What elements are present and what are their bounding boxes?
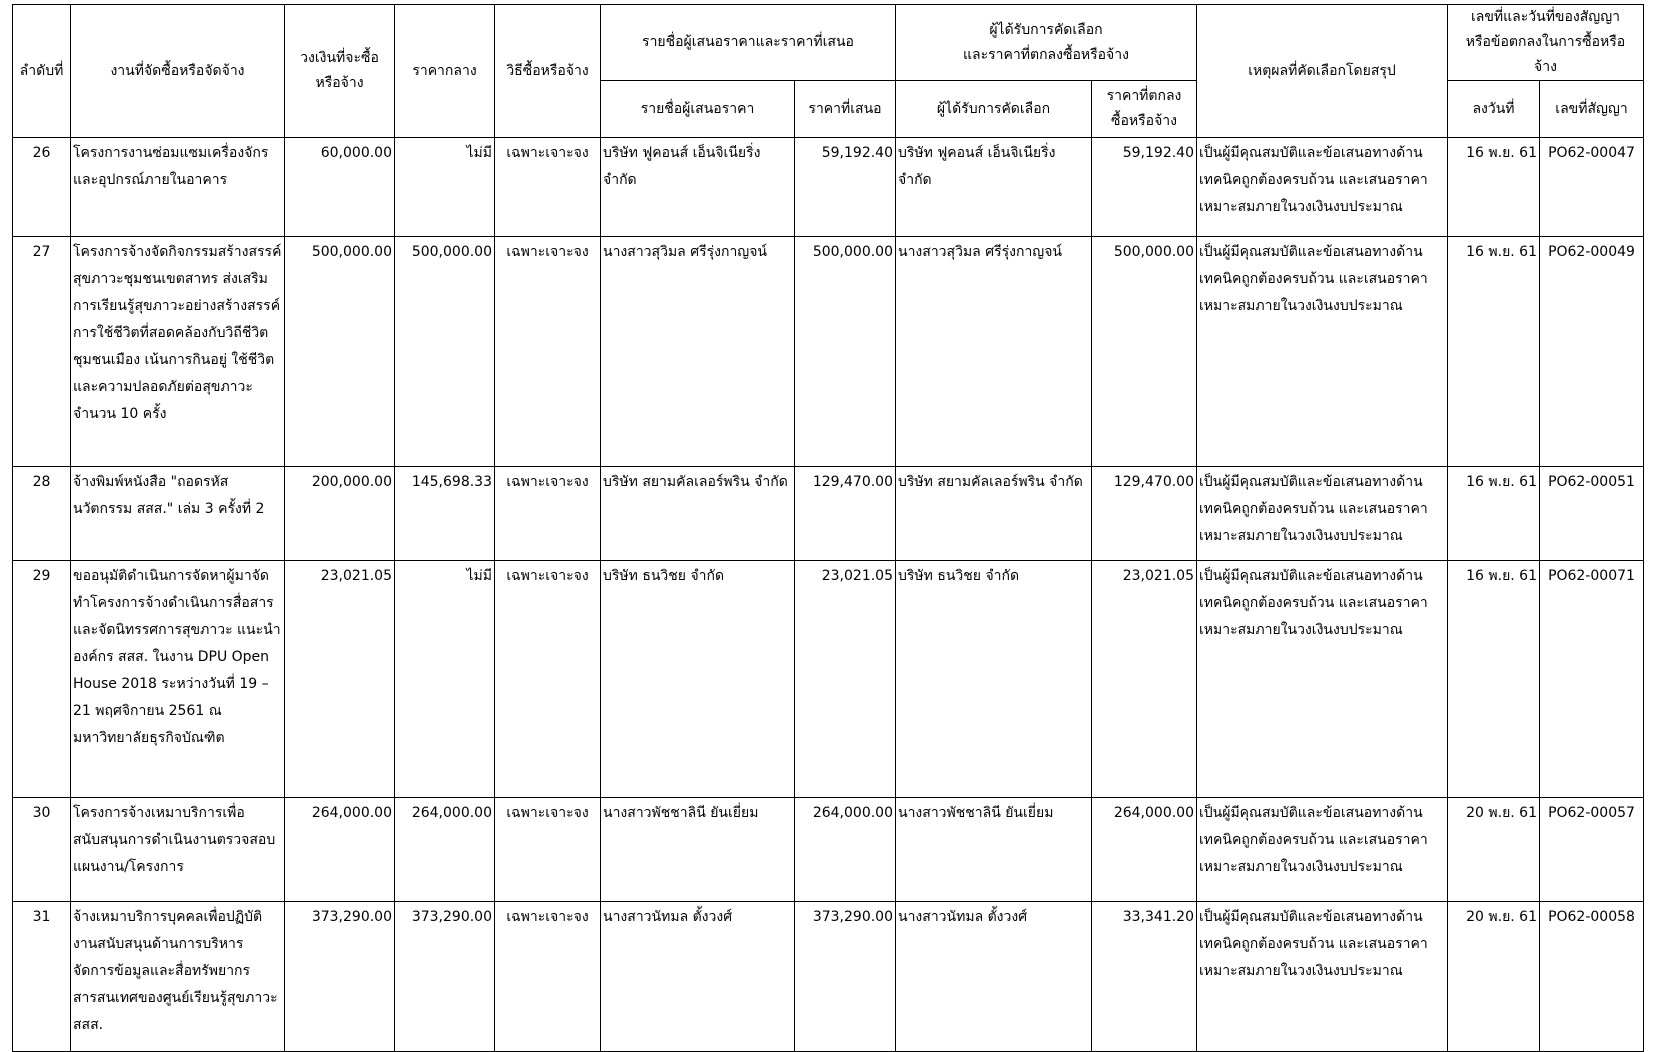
cell-bidder: บริษัท สยามคัลเลอร์พริน จำกัด	[601, 467, 795, 561]
cell-no: 26	[13, 138, 71, 237]
cell-selected: บริษัท สยามคัลเลอร์พริน จำกัด	[896, 467, 1092, 561]
cell-reason: เป็นผู้มีคุณสมบัติและข้อเสนอทางด้านเทคนิคถูกต้องครบถ้วน และเสนอราคาเหมาะสมภายในวงเงินงบประมาณ	[1197, 561, 1448, 798]
header-contract-group: เลขที่และวันที่ของสัญญาหรือข้อตกลงในการซื้อหรือจ้าง	[1448, 5, 1644, 81]
table-row	[13, 467, 1644, 561]
table-row	[13, 902, 1644, 1052]
cell-contract-no: PO62-00049	[1540, 237, 1644, 467]
table-body	[13, 138, 1644, 1052]
table-header	[13, 5, 1644, 138]
cell-no: 31	[13, 902, 71, 1052]
cell-work: จ้างเหมาบริการบุคคลเพื่อปฏิบัติงานสนับสนุนด้านการบริหารจัดการข้อมูลและสื่อทรัพยากรสารสนเทศของศูนย์เรียนรู้สุขภาวะ สสส.	[71, 902, 285, 1052]
cell-method: เฉพาะเจาะจง	[495, 561, 601, 798]
header-selected-group	[896, 5, 1197, 81]
cell-no: 30	[13, 798, 71, 902]
cell-agreed-price: 59,192.40	[1092, 138, 1197, 237]
table-row	[13, 798, 1644, 902]
header-bid-price: ราคาที่เสนอ	[795, 81, 896, 138]
header-selected-group-line2: และราคาที่ตกลงซื้อหรือจ้าง	[963, 46, 1129, 63]
header-budget: วงเงินที่จะซื้อหรือจ้าง	[285, 5, 395, 138]
header-agreed-price: ราคาที่ตกลงซื้อหรือจ้าง	[1092, 81, 1197, 138]
header-selected-group-line1: ผู้ได้รับการคัดเลือก	[989, 21, 1103, 38]
header-contract-no: เลขที่สัญญา	[1540, 81, 1644, 138]
header-bidder-names: รายชื่อผู้เสนอราคา	[601, 81, 795, 138]
cell-date: 16 พ.ย. 61	[1448, 237, 1540, 467]
cell-budget: 200,000.00	[285, 467, 395, 561]
cell-work: ขออนุมัติดำเนินการจัดหาผู้มาจัดทำโครงการจ้างดำเนินการสื่อสารและจัดนิทรรศการสุขภาวะ แนะนำองค์กร สสส. ในงาน DPU Open House 2018 ระหว่างวันที่ 19 – 21 พฤศจิกายน 2561 ณ มหาวิทยาลัยธุรกิจบัณฑิต	[71, 561, 285, 798]
cell-method: เฉพาะเจาะจง	[495, 467, 601, 561]
cell-contract-no: PO62-00057	[1540, 798, 1644, 902]
procurement-table	[12, 4, 1644, 1052]
cell-median-price: 373,290.00	[395, 902, 495, 1052]
cell-bid-price: 373,290.00	[795, 902, 896, 1052]
cell-budget: 373,290.00	[285, 902, 395, 1052]
cell-agreed-price: 264,000.00	[1092, 798, 1197, 902]
cell-method: เฉพาะเจาะจง	[495, 902, 601, 1052]
cell-selected: นางสาวนัทมล ตั้งวงศ์	[896, 902, 1092, 1052]
cell-work: โครงการจ้างจัดกิจกรรมสร้างสรรค์สุขภาวะชุมชนเขตสาทร ส่งเสริมการเรียนรู้สุขภาวะอย่างสร้างสรรค์ การใช้ชีวิตที่สอดคล้องกับวิถีชีวิตชุมชนเมือง เน้นการกินอยู่ ใช้ชีวิต และความปลอดภัยต่อสุขภาวะ จำนวน 10 ครั้ง	[71, 237, 285, 467]
cell-budget: 500,000.00	[285, 237, 395, 467]
cell-budget: 60,000.00	[285, 138, 395, 237]
cell-selected: นางสาวสุวิมล ศรีรุ่งกาญจน์	[896, 237, 1092, 467]
cell-method: เฉพาะเจาะจง	[495, 798, 601, 902]
header-selected-name: ผู้ได้รับการคัดเลือก	[896, 81, 1092, 138]
header-no: ลำดับที่	[13, 5, 71, 138]
cell-bidder: นางสาวนัทมล ตั้งวงศ์	[601, 902, 795, 1052]
cell-date: 20 พ.ย. 61	[1448, 902, 1540, 1052]
cell-bidder: นางสาวสุวิมล ศรีรุ่งกาญจน์	[601, 237, 795, 467]
cell-budget: 264,000.00	[285, 798, 395, 902]
cell-bid-price: 59,192.40	[795, 138, 896, 237]
header-contract-date: ลงวันที่	[1448, 81, 1540, 138]
cell-agreed-price: 500,000.00	[1092, 237, 1197, 467]
table-row	[13, 138, 1644, 237]
cell-bid-price: 500,000.00	[795, 237, 896, 467]
cell-date: 16 พ.ย. 61	[1448, 561, 1540, 798]
header-reason: เหตุผลที่คัดเลือกโดยสรุป	[1197, 5, 1448, 138]
cell-contract-no: PO62-00071	[1540, 561, 1644, 798]
cell-bid-price: 23,021.05	[795, 561, 896, 798]
cell-agreed-price: 129,470.00	[1092, 467, 1197, 561]
cell-contract-no: PO62-00047	[1540, 138, 1644, 237]
cell-selected: บริษัท ธนวิชย จำกัด	[896, 561, 1092, 798]
header-method: วิธีซื้อหรือจ้าง	[495, 5, 601, 138]
cell-date: 16 พ.ย. 61	[1448, 138, 1540, 237]
cell-bid-price: 264,000.00	[795, 798, 896, 902]
cell-bidder: บริษัท ธนวิชย จำกัด	[601, 561, 795, 798]
cell-bid-price: 129,470.00	[795, 467, 896, 561]
cell-median-price: ไม่มี	[395, 561, 495, 798]
cell-agreed-price: 33,341.20	[1092, 902, 1197, 1052]
cell-median-price: 500,000.00	[395, 237, 495, 467]
cell-contract-no: PO62-00058	[1540, 902, 1644, 1052]
cell-no: 27	[13, 237, 71, 467]
cell-method: เฉพาะเจาะจง	[495, 138, 601, 237]
cell-reason: เป็นผู้มีคุณสมบัติและข้อเสนอทางด้านเทคนิคถูกต้องครบถ้วน และเสนอราคาเหมาะสมภายในวงเงินงบประมาณ	[1197, 902, 1448, 1052]
cell-bidder: บริษัท ฟูคอนส์ เอ็นจิเนียริ่ง จำกัด	[601, 138, 795, 237]
cell-reason: เป็นผู้มีคุณสมบัติและข้อเสนอทางด้านเทคนิคถูกต้องครบถ้วน และเสนอราคาเหมาะสมภายในวงเงินงบประมาณ	[1197, 467, 1448, 561]
cell-reason: เป็นผู้มีคุณสมบัติและข้อเสนอทางด้านเทคนิคถูกต้องครบถ้วน และเสนอราคาเหมาะสมภายในวงเงินงบประมาณ	[1197, 138, 1448, 237]
cell-median-price: 264,000.00	[395, 798, 495, 902]
cell-contract-no: PO62-00051	[1540, 467, 1644, 561]
cell-selected: บริษัท ฟูคอนส์ เอ็นจิเนียริ่ง จำกัด	[896, 138, 1092, 237]
cell-work: โครงการงานซ่อมแซมเครื่องจักรและอุปกรณ์ภายในอาคาร	[71, 138, 285, 237]
cell-selected: นางสาวพัชชาลินี ยันเยี่ยม	[896, 798, 1092, 902]
cell-median-price: ไม่มี	[395, 138, 495, 237]
cell-reason: เป็นผู้มีคุณสมบัติและข้อเสนอทางด้านเทคนิคถูกต้องครบถ้วน และเสนอราคาเหมาะสมภายในวงเงินงบประมาณ	[1197, 798, 1448, 902]
cell-bidder: นางสาวพัชชาลินี ยันเยี่ยม	[601, 798, 795, 902]
cell-no: 28	[13, 467, 71, 561]
cell-reason: เป็นผู้มีคุณสมบัติและข้อเสนอทางด้านเทคนิคถูกต้องครบถ้วน และเสนอราคาเหมาะสมภายในวงเงินงบประมาณ	[1197, 237, 1448, 467]
cell-budget: 23,021.05	[285, 561, 395, 798]
cell-date: 16 พ.ย. 61	[1448, 467, 1540, 561]
header-bidders-group: รายชื่อผู้เสนอราคาและราคาที่เสนอ	[601, 5, 896, 81]
table-row	[13, 237, 1644, 467]
cell-median-price: 145,698.33	[395, 467, 495, 561]
cell-no: 29	[13, 561, 71, 798]
cell-method: เฉพาะเจาะจง	[495, 237, 601, 467]
table-row	[13, 561, 1644, 798]
cell-date: 20 พ.ย. 61	[1448, 798, 1540, 902]
header-median-price: ราคากลาง	[395, 5, 495, 138]
cell-work: จ้างพิมพ์หนังสือ "ถอดรหัสนวัตกรรม สสส." เล่ม 3 ครั้งที่ 2	[71, 467, 285, 561]
cell-agreed-price: 23,021.05	[1092, 561, 1197, 798]
header-work: งานที่จัดซื้อหรือจัดจ้าง	[71, 5, 285, 138]
cell-work: โครงการจ้างเหมาบริการเพื่อสนับสนุนการดำเนินงานตรวจสอบแผนงาน/โครงการ	[71, 798, 285, 902]
